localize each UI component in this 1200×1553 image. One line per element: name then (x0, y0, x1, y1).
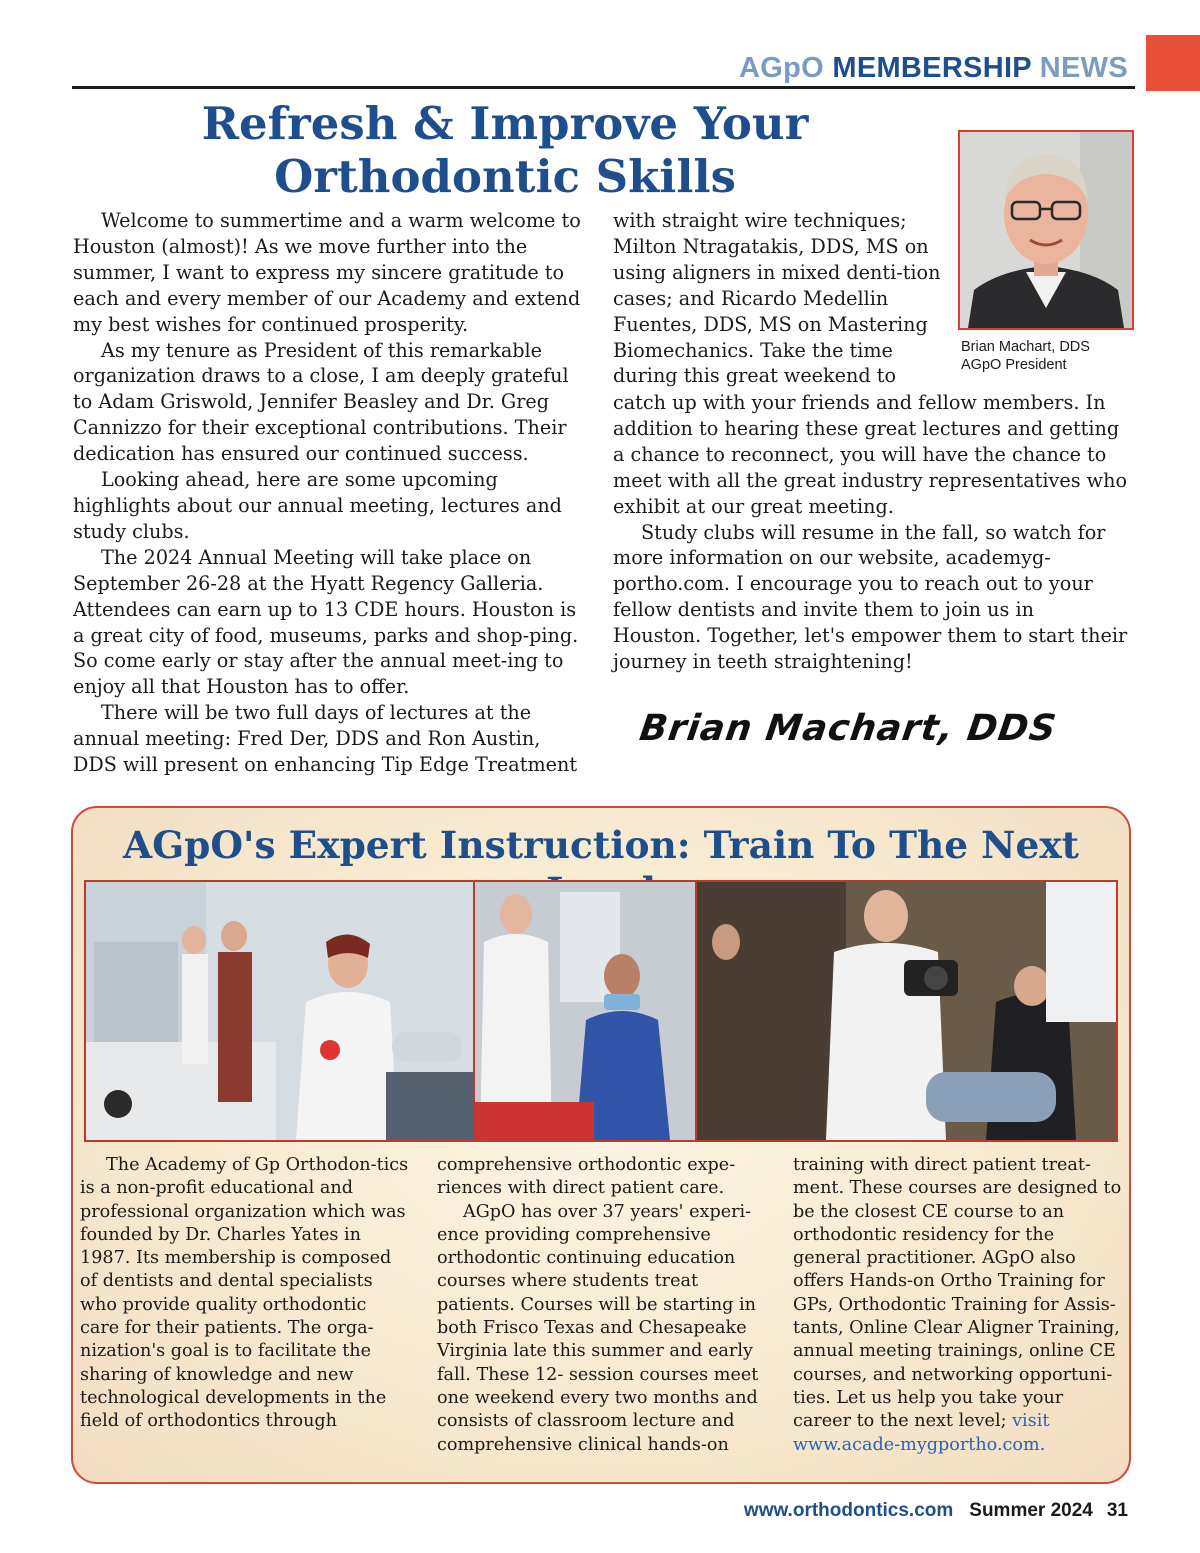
portrait-caption (961, 338, 1090, 374)
footer-issue: Summer 2024 (969, 1500, 1093, 1521)
box-title: AGpO's Expert Instruction: Train To The Next (122, 823, 1079, 867)
letter-column-2-wrap (613, 208, 943, 389)
box-column-1 (80, 1154, 410, 1434)
signature: Brian Machart, DDS (637, 708, 1060, 749)
box-paragraph-text: training with direct patient treat-ment. These courses are designed to be the closest CE course to an orthodontic residency for the general practitioner. AGpO also offers Hands-on Ortho Training for GPs, Orthodontic Training for Assis-tants, Online Clear Aligner Training, annual meeting trainings, online CE courses, and networking opportuni-ties. Let us help you take your career to the next level; (793, 1155, 1122, 1432)
letter-paragraph: Welcome to summertime and a warm welcome to Houston (almost)! As we move further into the summer, I want to express my sincere gratitude to each and every member of our Academy and extend my best wishes for continued prosperity. (73, 209, 581, 336)
letter-paragraph-continued: with straight wire techniques; Milton Ntragatakis, DDS, MS on using aligners in mixed denti-tion cases; and Ricardo Medellin Fuentes, DDS, MS on Mastering Biomechanics. Take the time during this great weekend to (613, 209, 941, 388)
page-number: 31 (1106, 1500, 1128, 1521)
training-photo-strip (84, 880, 1118, 1142)
article-title (180, 97, 830, 203)
box-paragraph: AGpO has over 37 years' experi-ence providing comprehensive orthodontic continuing education courses where students treat patients. Courses will be starting in both Frisco Texas and Chesapeake Virginia late this summer and early fall. These 12- session courses meet one weekend every two months and consists of classroom lecture and comprehensive clinical hands-on (437, 1201, 759, 1455)
box-column-2 (437, 1154, 771, 1457)
letter-paragraph: There will be two full days of lectures at the annual meeting: Fred Der, DDS and Ron Austin, DDS will present on enhancing Tip Edge Treatment (73, 701, 578, 777)
box-paragraph-continued (793, 1154, 1125, 1457)
box-column-3 (793, 1154, 1125, 1457)
letter-paragraph: Looking ahead, here are some upcoming highlights about our annual meeting, lectures and study clubs. (73, 468, 562, 543)
section-prefix: AGpO (739, 52, 825, 84)
box-paragraph-continued: comprehensive orthodontic expe-riences with direct patient care. (437, 1155, 736, 1199)
box-paragraph: The Academy of Gp Orthodon-tics is a non-profit educational and professional organization which was founded by Dr. Charles Yates in 1987. Its membership is composed of dentists and dental specialists who provide quality orthodontic care for their patients. The orga-nization's goal is to facilitate the sharing of knowledge and new technological developments in the field of orthodontics through (80, 1155, 409, 1432)
article-title-line1: Refresh & Improve Your (201, 97, 809, 150)
website-link[interactable]: visit www.acade-mygportho.com. (793, 1411, 1050, 1455)
president-portrait (958, 130, 1134, 330)
footer-url[interactable]: www.orthodontics.com (743, 1500, 954, 1521)
section-header (739, 50, 1128, 86)
letter-paragraph: The 2024 Annual Meeting will take place on September 26-28 at the Hyatt Regency Galleria. Attendees can earn up to 13 CDE hours. Houston is a great city of food, museums, parks and shop-ping. So come early or stay after the annual meet-ing to enjoy all that Houston has to offer. (73, 545, 579, 699)
caption-role: AGpO President (961, 357, 1067, 373)
page-footer (744, 1500, 1128, 1522)
letter-paragraph: Study clubs will resume in the fall, so watch for more information on our website, academyg-portho.com. I encourage you to reach out to your fellow dentists and invite them to join us in Houston. Together, let's empower them to start their journey in teeth straightening! (613, 520, 1128, 674)
training-feature-box (71, 806, 1131, 1484)
caption-name: Brian Machart, DDS (961, 339, 1090, 355)
section-suffix: NEWS (1039, 52, 1128, 84)
header-rule (72, 86, 1135, 89)
letter-paragraph: catch up with your friends and fellow members. In addition to hearing these great lectures and getting a chance to reconnect, you will have the chance to meet with all the great industry representatives who exhibit at our great meeting. (613, 391, 1128, 518)
header-accent-tab (1146, 35, 1200, 91)
section-main: MEMBERSHIP (832, 52, 1032, 84)
letter-column-2 (613, 390, 1128, 675)
article-title-line2: Orthodontic Skills (274, 150, 736, 203)
letter-paragraph: As my tenure as President of this remarkable organization draws to a close, I am deeply grateful to Adam Griswold, Jennifer Beasley and Dr. Greg Cannizzo for their exceptional contributions. Their dedication has ensured our continued success. (73, 338, 569, 466)
letter-column-1 (73, 208, 588, 778)
